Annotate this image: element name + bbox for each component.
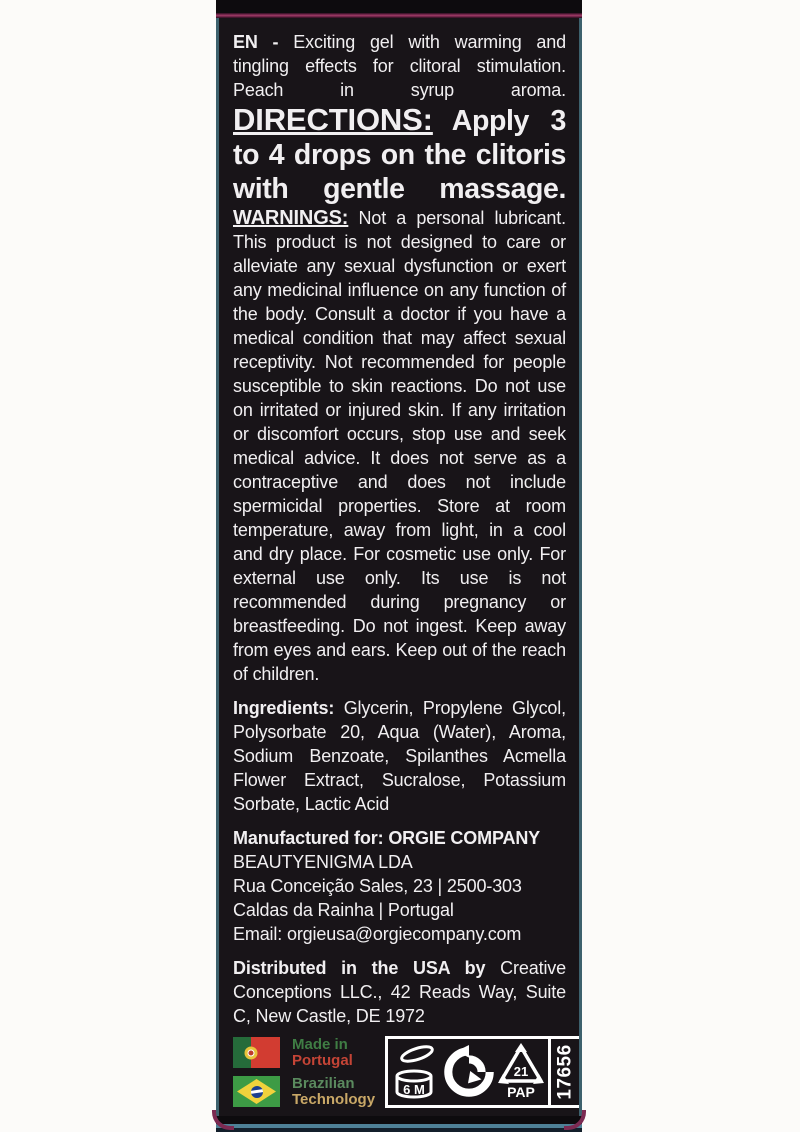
symbols-group (388, 1039, 548, 1105)
label-text-panel (216, 18, 582, 1116)
svg-text:6 M: 6 M (403, 1082, 425, 1097)
language-code: EN - (233, 32, 279, 52)
period-after-opening-icon (390, 1042, 442, 1102)
portugal-emblem-icon (244, 1046, 257, 1059)
made-in-label: Made in (292, 1035, 348, 1053)
bottom-right-corner-arc (564, 1110, 586, 1130)
warnings-heading: WARNINGS: (233, 207, 349, 229)
brazil-flag-icon (233, 1076, 280, 1107)
distributed-text: Creative Conceptions LLC., 42 Reads Way, Suite C, New Castle, DE 1972 (233, 958, 566, 1026)
technology-label: Technology (292, 1090, 376, 1108)
badges-row (233, 1028, 576, 1108)
item-number: 17656 (554, 1044, 576, 1100)
made-in-portugal-row (233, 1037, 375, 1069)
box-top-edge (216, 0, 582, 13)
technology-caption (292, 1076, 375, 1108)
ingredients-paragraph (233, 696, 566, 816)
manufacturer-paragraph (233, 826, 566, 946)
green-dot-recycle-icon (442, 1045, 496, 1099)
manufacturer-street: Rua Conceição Sales, 23 | 2500-303 (233, 876, 522, 896)
manufacturer-email: Email: orgieusa@orgiecompany.com (233, 924, 522, 944)
packaging-box-back (216, 0, 582, 1132)
manufacturer-company: BEAUTYENIGMA LDA (233, 852, 413, 872)
bottom-navy-stripe (216, 1128, 582, 1132)
origin-flags (233, 1037, 375, 1108)
brazilian-label: Brazilian (292, 1074, 355, 1092)
item-number-cell (548, 1039, 580, 1105)
directions-text: Apply 3 to 4 drops on the clitoris with gentle massage. (233, 105, 566, 205)
svg-text:PAP: PAP (507, 1084, 535, 1100)
recycling-triangle-pap-icon (496, 1043, 546, 1101)
distributor-paragraph (233, 956, 566, 1028)
box-bottom-edge (216, 1116, 582, 1132)
made-in-caption (292, 1037, 353, 1069)
ingredients-heading: Ingredients: (233, 698, 335, 718)
brazil-globe (251, 1086, 263, 1098)
description-warnings-paragraph (233, 30, 566, 686)
brazilian-technology-row (233, 1076, 375, 1108)
ingredients-text: Glycerin, Propylene Glycol, Polysorbate 20, Aqua (Water), Aroma, Sodium Benzoate, Spilanthes Acmella Flower Extract, Sucralose, Potassium Sorbate, Lactic Acid (233, 698, 566, 814)
manufacturer-city: Caldas da Rainha | Portugal (233, 900, 454, 920)
distributed-heading: Distributed in the USA by (233, 958, 486, 978)
manufactured-for-line (233, 826, 566, 850)
symbols-box (385, 1036, 582, 1108)
manufacturer-name: ORGIE COMPANY (388, 828, 541, 848)
svg-text:21: 21 (513, 1064, 529, 1079)
portugal-label: Portugal (292, 1051, 353, 1069)
portugal-flag-icon (233, 1037, 280, 1068)
product-description: Exciting gel with warming and tingling effects for clitoral stimulation. Peach in syrup aroma. (233, 32, 567, 100)
directions-heading: DIRECTIONS: (233, 102, 433, 137)
warnings-text: Not a personal lubricant. This product is not designed to care or alleviate any sexual dysfunction or exert any medicinal influence on any function of the body. Consult a doctor if you have a medical condition that may affect sexual receptivity. Not recommended for people susceptible to skin reactions. Do not use on irritated or injured skin. If any irritation or discomfort occurs, stop use and seek medical advice. It does not serve as a contraceptive and does not include spermicidal properties. Store at room temperature, away from light, in a cool and dry place. For cosmetic use only. For external use only. Its use is not recommended during pregnancy or breastfeeding. Do not ingest. Keep away from eyes and ears. Keep out of the reach of children. (233, 208, 566, 684)
manufactured-for-heading: Manufactured for: (233, 828, 384, 848)
